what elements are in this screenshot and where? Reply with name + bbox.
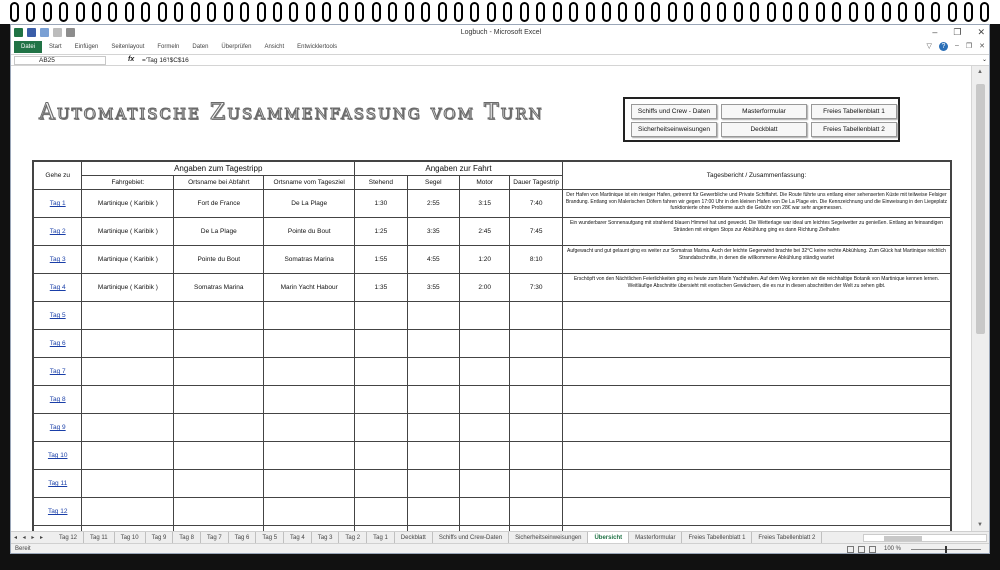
binding-ring <box>76 2 85 22</box>
cell-dauer[interactable] <box>510 358 563 386</box>
tab-file[interactable]: Datei <box>14 41 42 53</box>
sheet-tab[interactable]: Tag 9 <box>146 532 174 543</box>
status-ready: Bereit <box>15 546 31 552</box>
workbook-minimize-button[interactable]: – <box>954 42 959 49</box>
nav-button-sicherheitseinweisungen[interactable]: Sicherheitseinweisungen <box>631 122 717 137</box>
vertical-scroll-thumb[interactable] <box>976 84 985 334</box>
sheet-tab[interactable]: Tag 11 <box>84 532 115 543</box>
goto-cell <box>34 330 82 358</box>
tag-link[interactable]: Tag 11 <box>48 480 68 487</box>
cell-ziel[interactable] <box>264 302 355 330</box>
tag-link[interactable]: Tag 6 <box>49 340 66 347</box>
scroll-down-icon[interactable]: ▼ <box>977 522 983 528</box>
cell-dauer[interactable]: 7:30 <box>510 274 563 302</box>
ribbon-tab[interactable]: Formeln <box>157 44 180 50</box>
sheet-tab[interactable]: Tag 10 <box>115 532 146 543</box>
goto-header: Gehe zu <box>34 162 82 190</box>
minimize-button[interactable]: – <box>932 27 938 37</box>
binding-ring <box>931 2 940 22</box>
goto-cell <box>34 218 82 246</box>
group-trip-header: Angaben zum Tagestripp <box>82 162 355 176</box>
cell-motor[interactable] <box>459 302 509 330</box>
cell-report[interactable] <box>562 302 950 330</box>
cell-ziel[interactable] <box>264 414 355 442</box>
window-title: Logbuch - Microsoft Excel <box>460 29 542 36</box>
cell-dauer[interactable] <box>510 330 563 358</box>
cell-dauer[interactable] <box>510 498 563 526</box>
col-header-abfahrt: Ortsname bei Abfahrt <box>174 176 264 190</box>
ribbon-tab[interactable]: Ansicht <box>264 44 285 50</box>
expand-formula-bar-icon[interactable]: ⌄ <box>981 57 987 63</box>
cell-segel[interactable] <box>407 330 459 358</box>
table-row <box>34 330 951 358</box>
normal-view-icon[interactable] <box>847 546 854 553</box>
binding-ring <box>602 2 611 22</box>
table-row <box>34 274 951 302</box>
cell-segel[interactable]: 2:55 <box>407 190 459 218</box>
binding-ring <box>388 2 397 22</box>
goto-cell <box>34 302 82 330</box>
tag-link[interactable]: Tag 8 <box>49 396 66 403</box>
tag-link[interactable]: Tag 4 <box>49 284 66 291</box>
cell-fahrgebiet[interactable] <box>82 358 174 386</box>
view-buttons <box>847 546 876 553</box>
cell-report[interactable] <box>562 386 950 414</box>
binding-ring <box>10 2 19 22</box>
ribbon-collapse-icon[interactable]: ▽ <box>926 43 932 50</box>
status-bar <box>11 543 990 554</box>
cell-segel[interactable] <box>407 442 459 470</box>
table-row <box>34 302 951 330</box>
cell-ziel[interactable] <box>264 470 355 498</box>
zoom-slider-knob[interactable] <box>945 546 947 553</box>
workbook-close-button[interactable]: ✕ <box>979 43 985 50</box>
binding-ring <box>832 2 841 22</box>
sheet-tab[interactable]: Freies Tabellenblatt 2 <box>752 532 822 543</box>
cell-abfahrt[interactable] <box>174 386 264 414</box>
cell-segel[interactable]: 3:55 <box>407 274 459 302</box>
cell-motor[interactable]: 1:20 <box>459 246 509 274</box>
scroll-up-icon[interactable]: ▲ <box>977 69 983 75</box>
ribbon-controls <box>927 42 985 51</box>
binding-ring <box>898 2 907 22</box>
cell-stehend[interactable] <box>355 358 408 386</box>
binding-ring <box>454 2 463 22</box>
cell-ziel[interactable] <box>264 386 355 414</box>
binding-ring <box>767 2 776 22</box>
goto-cell <box>34 274 82 302</box>
zoom-slider[interactable] <box>911 549 981 550</box>
table-row <box>34 442 951 470</box>
ribbon-tab[interactable]: Einfügen <box>74 44 99 50</box>
cell-dauer[interactable] <box>510 442 563 470</box>
cell-abfahrt[interactable] <box>174 498 264 526</box>
table-row <box>34 218 951 246</box>
tag-link[interactable]: Tag 5 <box>49 312 66 319</box>
binding-ring <box>799 2 808 22</box>
title-bar <box>11 25 990 41</box>
ribbon-tab[interactable]: Daten <box>192 44 209 50</box>
binding-ring <box>141 2 150 22</box>
cell-segel[interactable] <box>407 498 459 526</box>
cell-abfahrt[interactable] <box>174 470 264 498</box>
sheet-tab[interactable]: Tag 7 <box>201 532 229 543</box>
cell-ziel[interactable]: De La Plage <box>264 190 355 218</box>
binding-ring <box>125 2 134 22</box>
cell-ziel[interactable]: Pointe du Bout <box>264 218 355 246</box>
cell-segel[interactable] <box>407 414 459 442</box>
cell-fahrgebiet[interactable] <box>82 302 174 330</box>
binding-ring <box>635 2 644 22</box>
cell-stehend[interactable] <box>355 386 408 414</box>
sheet-tab[interactable]: Tag 2 <box>339 532 367 543</box>
cell-stehend[interactable] <box>355 302 408 330</box>
cell-stehend[interactable] <box>355 498 408 526</box>
binding-ring <box>668 2 677 22</box>
cell-fahrgebiet[interactable] <box>82 414 174 442</box>
cell-fahrgebiet[interactable]: Martinique ( Karibik ) <box>82 190 174 218</box>
name-box[interactable]: AB25 <box>14 56 106 65</box>
cell-abfahrt[interactable]: Pointe du Bout <box>174 246 264 274</box>
binding-ring <box>438 2 447 22</box>
binding-ring <box>108 2 117 22</box>
tag-link[interactable]: Tag 3 <box>49 256 66 263</box>
cell-motor[interactable] <box>459 498 509 526</box>
cell-fahrgebiet[interactable] <box>82 498 174 526</box>
col-header-dauer: Dauer Tagestrip <box>510 176 563 190</box>
binding-ring <box>701 2 710 22</box>
binding-ring <box>684 2 693 22</box>
cell-report[interactable] <box>562 330 950 358</box>
binding-ring <box>964 2 973 22</box>
sheet-tab[interactable]: Freies Tabellenblatt 1 <box>682 532 752 543</box>
binding-ring <box>553 2 562 22</box>
binding-ring <box>289 2 298 22</box>
binding-ring <box>355 2 364 22</box>
binding-ring <box>59 2 68 22</box>
navigation-buttons-box <box>623 97 900 142</box>
cell-segel[interactable] <box>407 302 459 330</box>
col-header-stehend: Stehend <box>355 176 408 190</box>
cell-stehend[interactable]: 1:35 <box>355 274 408 302</box>
binding-ring <box>421 2 430 22</box>
cell-report[interactable] <box>562 358 950 386</box>
binding-ring <box>191 2 200 22</box>
cell-ziel[interactable]: Somatras Marina <box>264 246 355 274</box>
sheet-tab[interactable]: Tag 12 <box>53 532 84 543</box>
sheet-tab-list <box>53 532 822 543</box>
cell-motor[interactable] <box>459 386 509 414</box>
formula-bar <box>11 54 990 66</box>
cell-dauer[interactable]: 7:45 <box>510 218 563 246</box>
cell-stehend[interactable]: 1:25 <box>355 218 408 246</box>
cell-fahrgebiet[interactable] <box>82 330 174 358</box>
excel-window <box>10 24 990 554</box>
sheet-tab[interactable]: Masterformular <box>629 532 682 543</box>
sheet-tabs-bar <box>11 531 990 543</box>
binding-ring <box>536 2 545 22</box>
col-header-ziel: Ortsname vom Tagesziel <box>264 176 355 190</box>
binding-ring <box>882 2 891 22</box>
cell-abfahrt[interactable]: Fort de France <box>174 190 264 218</box>
binding-ring <box>915 2 924 22</box>
cell-ziel[interactable]: Marin Yacht Habour <box>264 274 355 302</box>
cell-dauer[interactable] <box>510 414 563 442</box>
goto-cell <box>34 442 82 470</box>
cell-motor[interactable]: 2:00 <box>459 274 509 302</box>
page-break-view-icon[interactable] <box>869 546 876 553</box>
sheet-tab[interactable]: Übersicht <box>588 532 629 543</box>
page-layout-view-icon[interactable] <box>858 546 865 553</box>
cell-dauer[interactable] <box>510 302 563 330</box>
zoom-level[interactable]: 100 % <box>883 546 901 552</box>
cell-abfahrt[interactable] <box>174 302 264 330</box>
binding-ring <box>586 2 595 22</box>
table-row <box>34 498 951 526</box>
ribbon-tab[interactable]: Start <box>49 44 62 50</box>
cell-stehend[interactable] <box>355 442 408 470</box>
cell-motor[interactable] <box>459 414 509 442</box>
binding-ring <box>322 2 331 22</box>
cell-fahrgebiet[interactable]: Martinique ( Karibik ) <box>82 274 174 302</box>
goto-cell <box>34 414 82 442</box>
binding-ring <box>816 2 825 22</box>
cell-stehend[interactable] <box>355 330 408 358</box>
cell-stehend[interactable] <box>355 414 408 442</box>
col-header-fahrgebiet: Fahrgebiet: <box>82 176 174 190</box>
sheet-tab[interactable]: Tag 5 <box>256 532 284 543</box>
goto-cell <box>34 386 82 414</box>
binding-ring <box>92 2 101 22</box>
binding-ring <box>651 2 660 22</box>
cell-motor[interactable]: 2:45 <box>459 218 509 246</box>
close-button[interactable]: ✕ <box>977 27 985 37</box>
cell-fahrgebiet[interactable] <box>82 442 174 470</box>
cell-abfahrt[interactable] <box>174 358 264 386</box>
cell-report[interactable]: Aufgewacht und gut gelaunt ging es weiter zur Somatras Marina. Auch der leichte Gegenwind brachte bei 32°C keine rechte Abkühlung. Zum Glück hat Martinique reichlich Strandabschnitte, in denen die willkommene Abkühlung ständig wartet <box>562 246 950 274</box>
sheet-tab[interactable]: Tag 6 <box>229 532 257 543</box>
summary-table <box>33 161 951 531</box>
tag-link[interactable]: Tag 7 <box>49 368 66 375</box>
cell-dauer[interactable]: 8:10 <box>510 246 563 274</box>
binding-ring <box>750 2 759 22</box>
binding-ring <box>405 2 414 22</box>
nav-button-freies-tabellenblatt-1[interactable]: Freies Tabellenblatt 1 <box>811 104 897 119</box>
cell-motor[interactable] <box>459 470 509 498</box>
ribbon-tab[interactable]: Überprüfen <box>221 44 252 50</box>
nav-button-masterformular[interactable]: Masterformular <box>721 104 807 119</box>
cell-report[interactable] <box>562 470 950 498</box>
binding-ring <box>26 2 35 22</box>
binding-ring <box>487 2 496 22</box>
restore-button[interactable]: ❐ <box>953 27 962 37</box>
binding-ring <box>240 2 249 22</box>
cell-report[interactable]: Der Hafen von Martinique ist ein riesiger Hafen, getrennt für Gewerbliche und Private Schiffahrt. Die Route führte uns entlang einer sehenserten Küste mit teilweise Felsiger Brandung. Entlang von Malerischen Döfern fahren wir gegen 17:00 Uhr in den kleinen Hafen von De La Plage ein. Die Kennzeichnung und die Einweisung in den Liegeplatz funktionierte ohne Probleme auch die Gebühr von 28€ war sehr angemessen. <box>562 190 950 218</box>
cell-report[interactable]: Erschöpft von den Nächtlichen Feierlichkeiten ging es heute zum Marin Yachthafen. Auf dem Weg konnten wir die reichhaltige Botanik von Martinique kennen lernen. Weitläufige Abschnitte übersieht mit exotischen Gewächsen, die es nur in diesen abschnitten der Welt zu sehen gibt. <box>562 274 950 302</box>
vertical-scrollbar[interactable] <box>971 66 989 531</box>
cell-ziel[interactable] <box>264 330 355 358</box>
sheet-tab[interactable]: Tag 8 <box>173 532 201 543</box>
report-header: Tagesbericht / Zusammenfassung: <box>562 162 950 190</box>
goto-cell <box>34 470 82 498</box>
goto-cell <box>34 498 82 526</box>
tag-link[interactable]: Tag 2 <box>49 228 66 235</box>
formula-input[interactable]: ='Tag 16'!$C$16 <box>142 57 189 64</box>
cell-fahrgebiet[interactable]: Martinique ( Karibik ) <box>82 218 174 246</box>
cell-fahrgebiet[interactable] <box>82 386 174 414</box>
table-row <box>34 358 951 386</box>
cell-dauer[interactable]: 7:40 <box>510 190 563 218</box>
ribbon-tab[interactable]: Seitenlayout <box>111 44 145 50</box>
binding-ring <box>865 2 874 22</box>
sheet-tab[interactable]: Tag 3 <box>312 532 340 543</box>
cell-abfahrt[interactable] <box>174 414 264 442</box>
binding-ring <box>158 2 167 22</box>
cell-motor[interactable] <box>459 330 509 358</box>
cell-fahrgebiet[interactable]: Martinique ( Karibik ) <box>82 246 174 274</box>
table-row <box>34 246 951 274</box>
cell-motor[interactable] <box>459 358 509 386</box>
worksheet-area[interactable] <box>11 66 973 531</box>
table-row <box>34 414 951 442</box>
binding-ring <box>372 2 381 22</box>
binding-ring <box>520 2 529 22</box>
binding-ring <box>849 2 858 22</box>
tag-link[interactable]: Tag 12 <box>47 508 68 515</box>
window-controls <box>932 27 985 38</box>
binding-ring <box>43 2 52 22</box>
binding-ring <box>717 2 726 22</box>
binding-ring <box>207 2 216 22</box>
cell-report[interactable] <box>562 498 950 526</box>
cell-stehend[interactable]: 1:55 <box>355 246 408 274</box>
binding-ring <box>174 2 183 22</box>
cell-ziel[interactable] <box>264 498 355 526</box>
cell-abfahrt[interactable]: De La Plage <box>174 218 264 246</box>
binding-ring <box>273 2 282 22</box>
horizontal-scrollbar[interactable] <box>863 534 987 542</box>
goto-cell <box>34 246 82 274</box>
cell-ziel[interactable] <box>264 442 355 470</box>
group-ride-header: Angaben zur Fahrt <box>355 162 563 176</box>
nav-button-schiffs-crew[interactable]: Schiffs und Crew - Daten <box>631 104 717 119</box>
binding-ring <box>569 2 578 22</box>
binding-ring <box>618 2 627 22</box>
binding-ring <box>948 2 957 22</box>
cell-dauer[interactable] <box>510 386 563 414</box>
binding-ring <box>470 2 479 22</box>
spiral-binding <box>0 0 1000 24</box>
sheet-tab[interactable]: Tag 1 <box>367 532 395 543</box>
binding-ring <box>306 2 315 22</box>
tag-link[interactable]: Tag 9 <box>49 424 66 431</box>
page-title: Automatische Zusammenfassung vom Turn <box>39 100 544 125</box>
ribbon-tabs <box>11 41 990 53</box>
summary-table-wrapper <box>32 160 952 531</box>
table-row <box>34 386 951 414</box>
sheet-tab[interactable]: Sicherheitseinweisungen <box>509 532 588 543</box>
cell-motor[interactable] <box>459 442 509 470</box>
cell-report[interactable]: Ein wunderbarer Sonnenaufgang mit strahlend blauen Himmel hat und geweckt. Die Wetterlage war ideal um leichtes Segelwetter zu genießen. Entlang an feinsandigen Stränden mit einigen Stops zur Abkühlung ging es dann Richtung Zielhafen <box>562 218 950 246</box>
binding-ring <box>224 2 233 22</box>
binding-ring <box>783 2 792 22</box>
binding-ring <box>734 2 743 22</box>
table-row <box>34 470 951 498</box>
col-header-segel: Segel <box>407 176 459 190</box>
ribbon-tab[interactable]: Entwicklertools <box>297 44 338 50</box>
tag-link[interactable]: Tag 10 <box>47 452 68 459</box>
col-header-motor: Motor <box>459 176 509 190</box>
tag-link[interactable]: Tag 1 <box>49 200 66 207</box>
sheet-tab[interactable]: Schiffs und Crew-Daten <box>433 532 509 543</box>
cell-stehend[interactable] <box>355 470 408 498</box>
horizontal-scroll-thumb[interactable] <box>884 536 922 541</box>
goto-cell <box>34 358 82 386</box>
binding-ring <box>980 2 989 22</box>
cell-segel[interactable] <box>407 358 459 386</box>
cell-motor[interactable]: 3:15 <box>459 190 509 218</box>
cell-dauer[interactable] <box>510 470 563 498</box>
cell-segel[interactable]: 4:55 <box>407 246 459 274</box>
table-row <box>34 190 951 218</box>
help-icon[interactable]: ? <box>939 42 948 51</box>
cell-report[interactable] <box>562 414 950 442</box>
cell-stehend[interactable]: 1:30 <box>355 190 408 218</box>
cell-ziel[interactable] <box>264 358 355 386</box>
cell-report[interactable] <box>562 442 950 470</box>
insert-function-icon[interactable]: fx <box>128 56 135 63</box>
cell-segel[interactable] <box>407 386 459 414</box>
cell-segel[interactable]: 3:35 <box>407 218 459 246</box>
nav-button-freies-tabellenblatt-2[interactable]: Freies Tabellenblatt 2 <box>811 122 897 137</box>
goto-cell <box>34 190 82 218</box>
cell-segel[interactable] <box>407 470 459 498</box>
binding-ring <box>257 2 266 22</box>
cell-fahrgebiet[interactable] <box>82 470 174 498</box>
sheet-nav-arrows[interactable]: ◂ ◂ ▸ ▸ <box>14 535 46 541</box>
cell-abfahrt[interactable]: Somatras Marina <box>174 274 264 302</box>
workbook-restore-button[interactable]: ❐ <box>965 43 973 50</box>
nav-button-deckblatt[interactable]: Deckblatt <box>721 122 807 137</box>
sheet-tab[interactable]: Tag 4 <box>284 532 312 543</box>
cell-abfahrt[interactable] <box>174 330 264 358</box>
binding-ring <box>503 2 512 22</box>
ribbon-tab-list <box>49 44 337 50</box>
binding-ring <box>339 2 348 22</box>
cell-abfahrt[interactable] <box>174 442 264 470</box>
sheet-tab[interactable]: Deckblatt <box>395 532 433 543</box>
